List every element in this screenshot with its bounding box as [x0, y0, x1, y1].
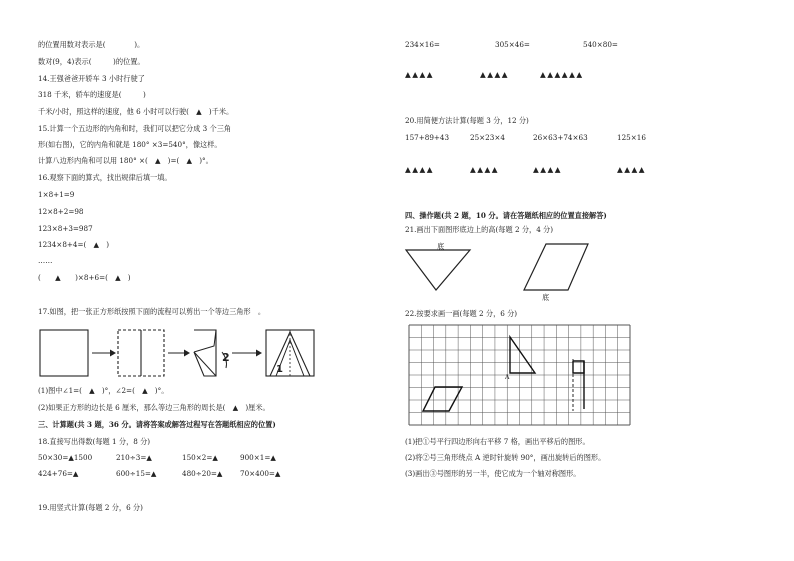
question-15-line-3: 计算八边形内角和可以用 180° ×( ▲ )=( ▲ )°。: [38, 156, 213, 165]
arrow-2: [168, 350, 190, 357]
section-4-heading: 四、操作题(共 2 题，10 分。请在答题纸相应的位置直接解答): [405, 211, 607, 220]
calc-7: 480÷20=▲: [182, 469, 223, 478]
question-17-part-2: (2)如果正方形的边长是 6 厘米，那么等边三角形的周长是( ▲ )厘米。: [38, 403, 270, 412]
simple-calc-2: 25×23×4: [470, 133, 505, 142]
answer-placeholder-7: ▲▲▲▲: [617, 165, 647, 174]
answer-placeholder-5: ▲▲▲▲: [470, 165, 500, 174]
question-16-title: 16.观察下面的算式，找出规律后填一填。: [38, 173, 172, 182]
question-17-title: 17.如图，把一张正方形纸按照下面的流程可以剪出一个等边三角形 。: [38, 307, 266, 316]
angle-1-label: 1: [276, 364, 283, 375]
simple-calc-1: 157+89+43: [405, 133, 450, 142]
simple-calc-4: 125×16: [617, 133, 646, 142]
calc-2: 210÷3=▲: [116, 453, 152, 462]
section-3-heading: 三、计算题(共 3 题，36 分。请将答案或解答过程写在答题纸相应的位置): [38, 420, 276, 429]
sequence-line-3: 123×8+3=987: [38, 224, 93, 233]
height-shapes: [400, 238, 600, 298]
square-paper: [40, 330, 88, 376]
sequence-ellipsis: ……: [38, 256, 53, 265]
question-22-part-3: (3)画出③号图形的另一半，使它成为一个轴对称图形。: [405, 469, 581, 478]
answer-placeholder-3: ▲▲▲▲▲▲: [540, 70, 584, 79]
answer-placeholder-6: ▲▲▲▲: [533, 165, 563, 174]
question-15-line-2: 形(如右图)，它的内角和就是 180° ×3=540°，像这样。: [38, 140, 222, 149]
sequence-line-6: ( ▲ )×8+6=( ▲ ): [38, 273, 131, 282]
half-shape-3-outline: [573, 361, 584, 373]
vertical-calc-3: 540×80=: [583, 40, 618, 49]
question-18-title: 18.直接写出得数(每题 1 分，8 分): [38, 437, 151, 446]
question-14-line-1: 14.王强爸爸开轿车 3 小时行驶了: [38, 74, 145, 83]
folded-paper-step-3: [266, 330, 314, 376]
calc-8: 70×400=▲: [240, 469, 281, 478]
folded-paper-step-1: [118, 330, 164, 376]
calc-3: 150×2=▲: [182, 453, 218, 462]
angle-2-label: 2: [222, 351, 230, 364]
triangle-base-label: 底: [437, 242, 445, 251]
question-19-title: 19.用竖式计算(每题 2 分，6 分): [38, 503, 143, 512]
vertical-calc-2: 305×46=: [495, 40, 530, 49]
inverted-triangle: [406, 250, 470, 290]
calc-5: 424+76=▲: [38, 469, 79, 478]
sequence-line-2: 12×8+2=98: [38, 207, 84, 216]
calc-4: 900×1=▲: [240, 453, 276, 462]
sequence-line-1: 1×8+1=9: [38, 190, 75, 199]
point-a-label: A: [505, 374, 510, 381]
simple-calc-3: 26×63+74×63: [533, 133, 588, 142]
text-line-pair: 数对(9，4)表示( )的位置。: [38, 57, 145, 66]
parallelogram-shape: [524, 244, 588, 290]
question-22-title: 22.按要求画一画(每题 2 分，6 分): [405, 309, 518, 318]
question-14-line-2: 318 千米，轿车的速度是( ): [38, 90, 146, 99]
answer-placeholder-2: ▲▲▲▲: [480, 70, 510, 79]
folding-flow-diagram: [36, 326, 296, 380]
question-15-line-1: 15.计算一个五边形的内角和时，我们可以把它分成 3 个三角: [38, 124, 232, 133]
text-line-position: 的位置用数对表示是( )。: [38, 40, 145, 49]
parallelogram-base-label: 底: [542, 293, 550, 302]
question-22-part-2: (2)将②号三角形绕点 A 逆时针旋转 90°，画出旋转后的图形。: [405, 453, 606, 462]
triangle-2: [510, 337, 535, 373]
answer-placeholder-1: ▲▲▲▲: [405, 70, 435, 79]
question-17-part-1: (1)图中∠1=( ▲ )°，∠2=( ▲ )°。: [38, 386, 169, 395]
sequence-line-4: 1234×8+4=( ▲ ): [38, 240, 110, 249]
grid-shapes: [409, 325, 630, 425]
answer-placeholder-4: ▲▲▲▲: [405, 165, 435, 174]
question-22-part-1: (1)把①号平行四边形向右平移 7 格，画出平移后的图形。: [405, 437, 590, 446]
arrow-3: [232, 350, 262, 357]
parallelogram-1: [423, 387, 462, 411]
arrow-1: [92, 350, 116, 357]
question-14-line-3: 千米/小时，照这样的速度，他 6 小时可以行驶( ▲ )千米。: [38, 107, 234, 116]
vertical-calc-1: 234×16=: [405, 40, 440, 49]
question-20-title: 20.用简便方法计算(每题 3 分，12 分): [405, 116, 529, 125]
question-21-title: 21.画出下面图形底边上的高(每题 2 分，4 分): [405, 225, 554, 234]
calc-1: 50×30=▲1500: [38, 453, 93, 462]
calc-6: 600÷15=▲: [116, 469, 157, 478]
